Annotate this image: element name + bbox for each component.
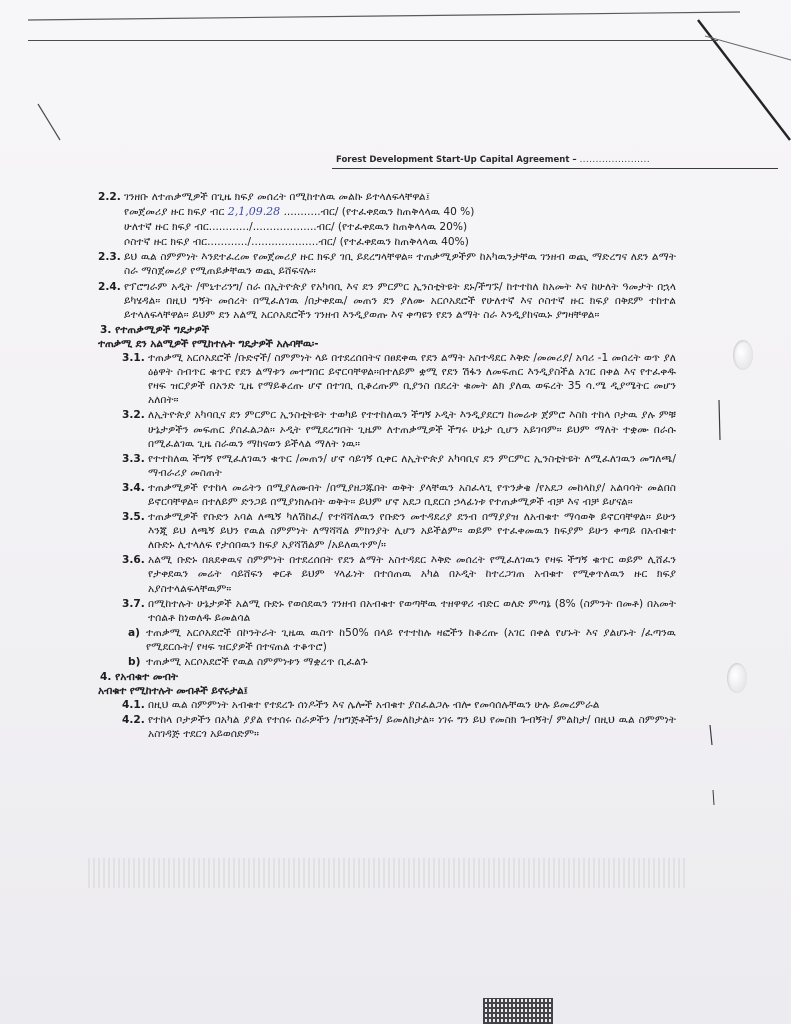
clause-3-3 bbox=[98, 452, 676, 480]
punch-hole-top bbox=[733, 340, 753, 370]
clause-number: 3.2. bbox=[122, 409, 145, 422]
clause-text: የተተከለዉ ችግኝ የሚፈለገዉን ቁጥር /መጠን/ ሆኖ ሳይገኝ ሲቀር ለኢትዮጵያ አካባቢና ደን ምርምር ኢንስቲትዩት ለሚፈለገዉን መግለጫ/ማብራሪያ መስጠት bbox=[148, 452, 676, 479]
subclause-label: b) bbox=[128, 656, 141, 668]
document-header bbox=[336, 155, 756, 165]
clause-3-1 bbox=[98, 351, 676, 407]
clause-3-4 bbox=[98, 481, 676, 509]
clause-number: 4.2. bbox=[122, 714, 145, 727]
margin-mark-2 bbox=[710, 725, 712, 745]
agreement-body bbox=[98, 190, 676, 743]
clause-text: ተጠቃሚ አርሶአደሮች /ቡድኖች/ ስምምነት ላይ በተደረሰበትና በፀደቀዉ የደን ልማት አስተዳደር እቅድ /መመሪያ/ አባሪ -1 መሰረት ወጥ ያለ ዕፅዋት ስብጥር ቁጥር የደን ልማቱን መተግበር ይኖርባቸዋል።በተለይም ቋሚ የደን ሽፋን ለመፍጠር እንዲያስችል አገር በቀል እና የተፈቀዱ የዛፍ ዝርያዎች በአንድ ጊዜ የማይቆረጡ ሆኖ በተገቢ ቢቆረጡም ቢያንስ በደረት ቁመት ልክ ያለዉ ወፍረት 35 ሳ.ሜ ዲያሜትር መሆን አለበት። bbox=[148, 352, 676, 407]
clause-2-2 bbox=[98, 190, 676, 204]
clause-3-2 bbox=[98, 408, 676, 450]
clause-text: ተጠቃሚዎች የተከላ መሬትን በሚያለሙበት /በሚያዘጋጁበት ወቅት ያላቸዉን አስፈላጊ የጥንቃቄ /የአደጋ መከላከያ/ አልባሳት መልበስ ይኖርባቸዋል። በተለይም ድንጋይ በሚያነክሉበት ወቅት። ይህም ሆኖ አደጋ ቢደርስ ኃላፊነቱ የተጠቃሚዎች ብቻ እና ብቻ ይሆናል። bbox=[148, 481, 676, 508]
handwritten-amount: 2,1,09.28 bbox=[227, 205, 281, 219]
payment-round-2-line: ሁለተኛ ዙር ክፍያ ብር............/...................ብር/ (የተፈቀደዉን ከጠቅላላዉ 20%) bbox=[124, 221, 468, 234]
section-4-heading: 4. የአብቁተ መብት bbox=[100, 671, 179, 684]
clause-text: ተጠቃሚዎች የቡድን አባል ለጫኝ ካለሽከፈ/ የተሻሻለዉን የቡድን መተዳደሪያ ደንብ በማያያዝ ለአብቁተ ማሳወቅ ይኖርባቸዋል። ይሁን እንጂ ይህ ለጫኝ ይህን የዉል ስምምነት ለማሻሻል ምክንያት ሊሆን አይችልም። ወይም የተፈቀመዉን ክፍያም ይሁን ቀጣይ በአብቁተ ለቡድኑ ሊተላለፍ የታሰበዉን ክፍያ አያሻሽልም /አይለዉጥም/። bbox=[148, 511, 676, 552]
top-edge-line bbox=[28, 12, 740, 20]
payment-round-1-label: የመጀመሪያ ዙር ክፍያ ብር bbox=[124, 206, 225, 219]
margin-mark-3 bbox=[713, 790, 714, 805]
section-4-intro: አብቁተ የሚከተሉት መብቶች ይኖሩታል፤ bbox=[98, 685, 248, 698]
barcode-stamp bbox=[483, 998, 553, 1024]
clause-text: ይህ ዉል ስምምነት እንደተፈረመ የመጀመሪያ ዙር ክፍያ ገቢ ይደረግላቸዋል። ተጠቃሚዎችም ከአካዉንታቸዉ ገንዘብ ወጪ ማድረግና ለደን ልማት ስራ ማስጀመሪያ የሚጠይቃቸዉን ወጪ ይሸፍናሉ። bbox=[124, 251, 676, 278]
section-3-heading: 3. የተጠቃሚዎች ግዴታዎች bbox=[100, 323, 210, 336]
payment-round-1 bbox=[98, 205, 676, 219]
clause-text: በሚከተሉት ሁኔታዎች አልሚ ቡድኑ የወሰደዉን ገንዘብ በአብቁተ የወጣቸዉ ተዘዋዋሪ ብድር ወለድ ምጣኔ (8% (ስምንት በመቶ) በአመት ተሰልቶ ከነወለዱ ይመልሳል bbox=[148, 597, 676, 624]
clause-3-7-b bbox=[98, 655, 676, 669]
clause-3-7 bbox=[98, 597, 676, 625]
subclause-text: ተጠቃሚ አርሶአደሮች የዉል ስምምነቱን ማቋረጥ ቢፈልጉ bbox=[146, 656, 368, 668]
clause-number: 3.6. bbox=[122, 554, 145, 567]
left-fold-mark bbox=[38, 104, 60, 140]
payment-round-1-tail: ...........ብር/ (የተፈቀደዉን ከጠቅላላዉ 40 %) bbox=[283, 206, 475, 219]
clause-2-3 bbox=[98, 250, 676, 278]
payment-round-3-line: ሶስተኛ ዙር ክፍያ ብር............/....................ብር/ (የተፈቀደዉን ከጠቅላላዉ 40%) bbox=[124, 236, 469, 249]
payment-round-2 bbox=[98, 220, 676, 234]
clause-number: 2.3. bbox=[98, 251, 121, 264]
clause-3-5 bbox=[98, 510, 676, 552]
clause-number: 3.5. bbox=[122, 511, 145, 524]
clause-text: አልሚ ቡድኑ በጸደቀዉና ስምምነት በተደረሰበት የደን ልማት አስተዳደር እቅድ መሰረት የሚፈለገዉን የዛፍ ችግኝ ቁጥር ወይም ሊሸፈን የታቀደዉን መሬት ሳይሸፍን ቀርቶ ይህም ሃላፊነት በተሰጠዉ አካል በኦዲት ከተረጋገጠ አብቁተ የሚቀጥለዉን ዙር ክፍያ አያስተላልፍላቸዉም። bbox=[148, 554, 676, 595]
clause-text: በዚህ ዉል ስምምነት አብቁተ የተደረጉ ሰነዶችን እና ሌሎች አብቁተ ያስፈልጋሉ ብሎ የመሳሰሉቸዉን ሁሉ ይመረምራል bbox=[148, 699, 600, 712]
clause-text: ገንዘቡ ለተጠቃሚዎች በጊዜ ክፍያ መሰረት በሚከተለዉ መልኩ ይተላለፍላቸዋል፤ bbox=[124, 191, 430, 203]
payment-round-1-line bbox=[124, 205, 676, 219]
scan-smudge bbox=[88, 858, 688, 888]
clause-number: 3.7. bbox=[122, 597, 145, 610]
clause-2-4 bbox=[98, 280, 676, 322]
clause-number: 2.2. bbox=[98, 191, 121, 203]
clause-3-6 bbox=[98, 553, 676, 595]
header-title: Forest Development Start-Up Capital Agreement – bbox=[336, 155, 577, 165]
section-3-intro: ተጠቃሚ ደን አልሚዎች የሚከተሉት ግዴታዎች አሉባቸዉ፡- bbox=[98, 337, 319, 350]
clause-number: 3.4. bbox=[122, 481, 145, 494]
margin-mark-1 bbox=[719, 400, 720, 440]
clause-text: የተከላ ቦታዎችን በአካል ያያል የተሰሩ ስራዎችን /ዝግጅቶችን/ ይመለከታል። ነገሩ ግን ይህ የመስክ ጉብኝት/ ምልከታ/ በዚህ ዉል ስምምነት አስገዳጅ ተደርጎ አይወሰድም። bbox=[148, 714, 676, 741]
subclause-label: a) bbox=[128, 626, 140, 639]
clause-4-2 bbox=[98, 713, 676, 741]
clause-text: የፕሮግራም አዲት /ሞኒተሪንግ/ ስራ በኢትዮጵያ የአካባቢ እና ደን ምርምር ኢንስቲትዩት ደኑ/ችግኙ/ ከተተከለ ከአመት እና ከሁለት ዓመታት በኋላ ይካሄዳል። በዚህ ግኝት መሰረት በሚፈለገዉ /በታቀደዉ/ መጠን ደን ያለሙ አርሶአደሮች የሁለተኛ እና ሶስተኛ ዙር ክፍያ በቅደም ተከተል ይተላለፍላቸዋል። ይህም ደን አልሚ አርሶአደሮችን ገንዘብ እንዲያወጡ እና ቀጣዩን የደን ልማት ስራ እንዲያከናዉኑ ያግዛቸዋል። bbox=[124, 280, 676, 321]
clause-text: ለኢትዮጵያ አካባቢና ደን ምርምር ኢንስቲትዩት ተወካይ የተተከለዉን ችግኝ ኦዲት እንዲያደርግ ከመሬቱ ጀምሮ እስከ ተከላ ቦታዉ ያሉ ምቹ ሁኔታዎችን መፍጠር ያስፈልጋል። ኦዲት የሚደረግበት ጊዜም ለተጠቃሚዎች ችግሩ ሁኔታ ሲሆን አይገባም። ይህም ማለት ተቋሙ በራሱ በሚፈልገዉ ጊዜ ስራዉን ማከናወን ይችላል ማለት ነዉ። bbox=[148, 409, 676, 450]
clause-number: 3.1. bbox=[122, 352, 145, 365]
subclause-text: ተጠቃሚ አርሶአደሮች በኮንትራት ጊዜዉ ዉስጥ ከ50% በላይ የተተከሉ ዛፎችን ከቆረጡ (አገር በቀል የሆኑት እና ያልሆኑት /ፈጣንዉ የሚደርሱት/ የዛፍ ዝርያዎች በተናጠል ተቆጥሮ) bbox=[146, 626, 676, 653]
header-dots: ...................... bbox=[579, 155, 651, 165]
payment-round-3 bbox=[98, 235, 676, 249]
clause-number: 3.3. bbox=[122, 452, 145, 465]
top-rule bbox=[28, 40, 718, 41]
clause-number: 4.1. bbox=[122, 699, 145, 712]
punch-hole-bottom bbox=[727, 663, 747, 693]
clause-4-1 bbox=[98, 698, 676, 712]
clause-3-7-a bbox=[98, 626, 676, 654]
clause-number: 2.4. bbox=[98, 280, 121, 293]
header-rule bbox=[332, 168, 778, 169]
